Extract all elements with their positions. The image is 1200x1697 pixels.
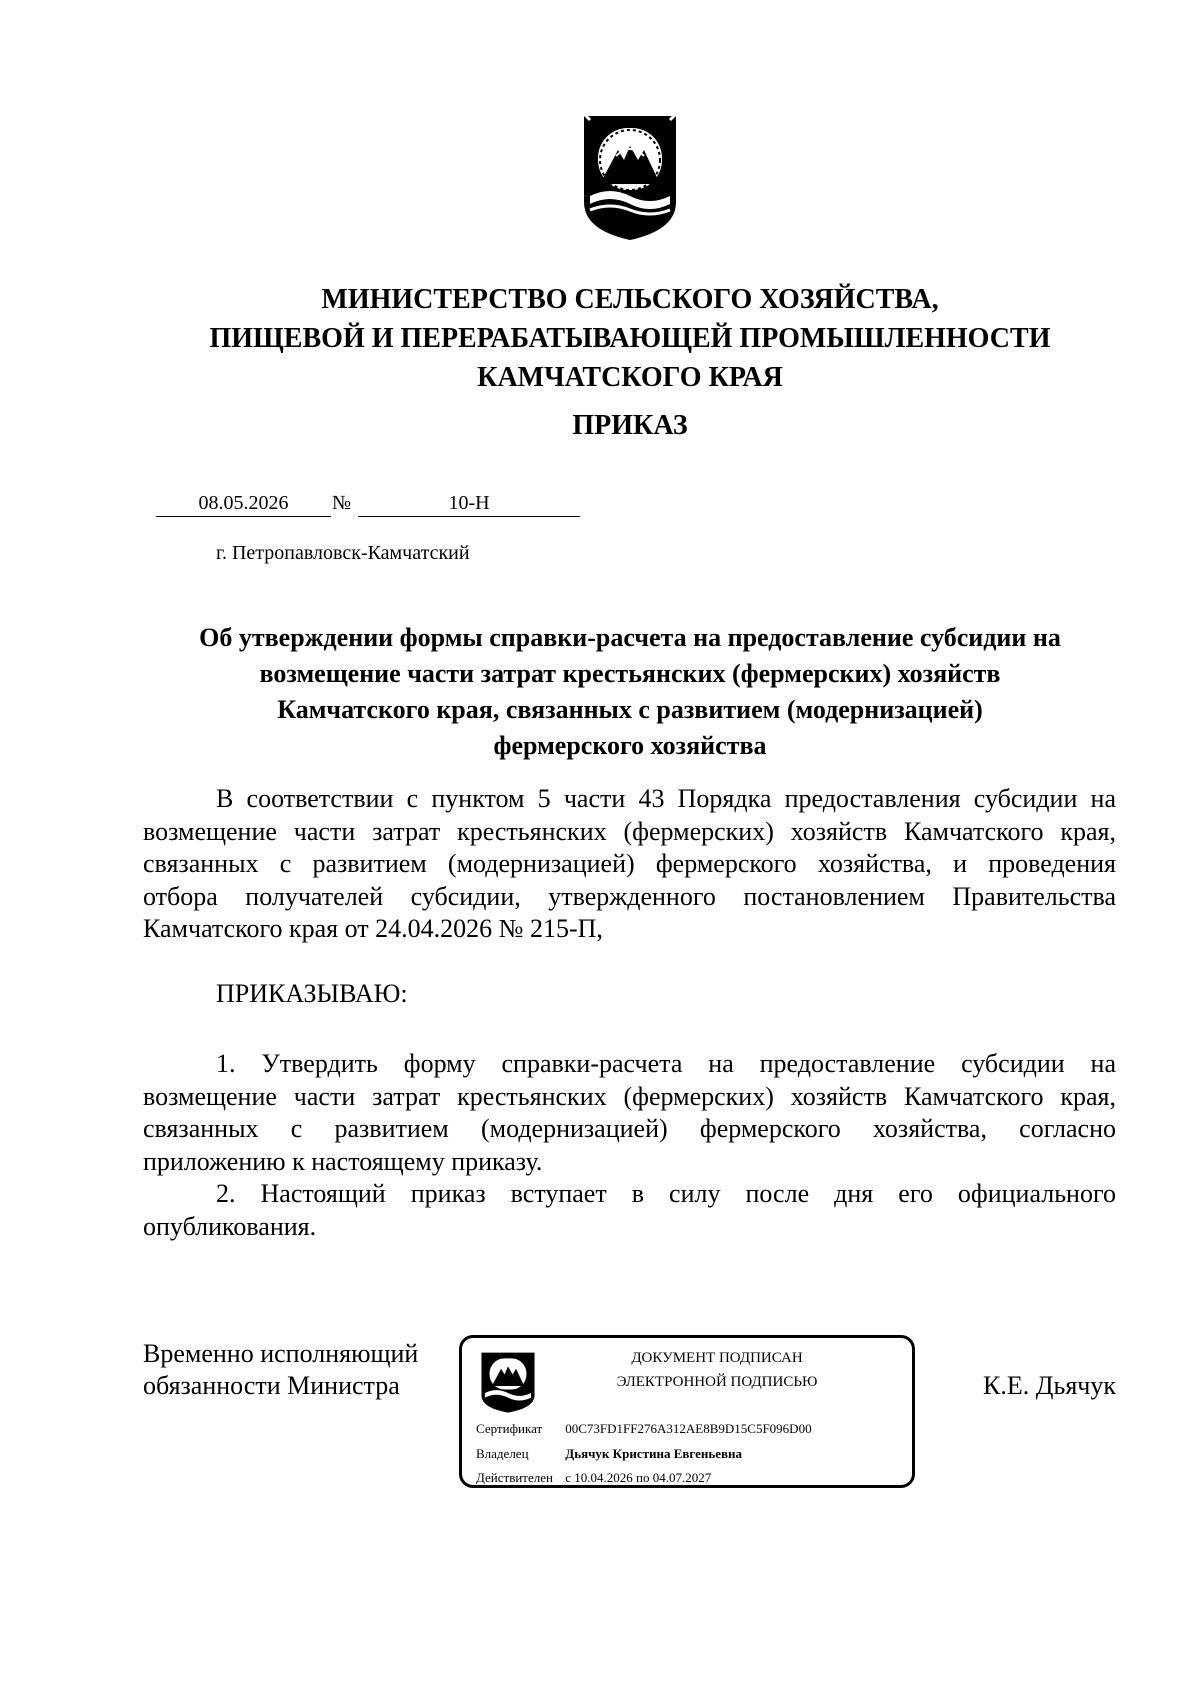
validity-label: Действителен [476,1470,553,1485]
preamble-paragraph [143,783,1116,946]
preamble-line: отбора получателей субсидии, утвержденного постановлением Правительства [143,881,1116,911]
owner-label: Владелец [476,1446,529,1461]
item-line: 1. Утвердить форму справки-расчета на предоставление субсидии на [216,1049,1116,1078]
certificate-row [476,1420,812,1438]
coat-of-arms-emblem [578,112,682,242]
electronic-signature-stamp [459,1335,915,1488]
signatory-name: К.Е. Дьячук [983,1371,1116,1400]
title-line: возмещение части затрат крестьянских (фермерских) хозяйств [259,659,1001,688]
item-line: приложению к настоящему приказу. [143,1146,543,1176]
number-sign: № [332,492,352,514]
item-line: связанных с развитием (модернизацией) фермерского хозяйства, согласно [143,1114,1116,1143]
ministry-line: КАМЧАТСКОГО КРАЯ [477,362,783,393]
city: г. Петропавловск-Камчатский [216,542,470,564]
preamble-line: Камчатского края от 24.04.2026 № 215-П, [143,914,603,943]
order-number: 10-Н [358,490,580,517]
certificate-label: Сертификат [476,1421,543,1436]
position-line: Временно исполняющий [143,1339,419,1368]
order-date: 08.05.2026 [156,490,331,517]
certificate-value: 00C73FD1FF276A312AE8B9D15C5F096D00 [565,1421,812,1436]
item-line: возмещение части затрат крестьянских (фермерских) хозяйств Камчатского края, [143,1081,1116,1111]
position-line: обязанности Министра [143,1371,400,1400]
signatory-position [143,1338,418,1402]
ministry-name [140,280,1120,397]
ministry-line: МИНИСТЕРСТВО СЕЛЬСКОГО ХОЗЯЙСТВА, [321,284,939,315]
stamp-title-line: ЭЛЕКТРОННОЙ ПОДПИСЬЮ [616,1374,818,1390]
validity-row [476,1469,711,1487]
date-number-line [0,490,1200,518]
stamp-title [562,1346,872,1394]
owner-row [476,1445,742,1463]
item-line: опубликования. [143,1211,317,1241]
order-items [143,1048,1116,1243]
validity-value: с 10.04.2026 по 04.07.2027 [565,1470,712,1485]
title-line: Камчатского края, связанных с развитием (модернизацией) [277,695,983,724]
stamp-emblem-icon [478,1350,538,1414]
ministry-line: ПИЩЕВОЙ И ПЕРЕРАБАТЫВАЮЩЕЙ ПРОМЫШЛЕННОСТИ [209,323,1051,354]
title-line: фермерского хозяйства [493,731,767,760]
document-type: ПРИКАЗ [572,410,688,441]
orders-heading: ПРИКАЗЫВАЮ: [216,979,408,1008]
item-line: 2. Настоящий приказ вступает в силу после дня его официального [216,1179,1116,1208]
stamp-title-line: ДОКУМЕНТ ПОДПИСАН [631,1350,803,1366]
document-title [140,620,1120,764]
preamble-line: связанных с развитием (модернизацией) фермерского хозяйства, и проведения [143,849,1116,878]
owner-value: Дьячук Кристина Евгеньевна [565,1446,743,1461]
title-line: Об утверждении формы справки-расчета на предоставление субсидии на [199,623,1061,652]
preamble-line: В соответствии с пунктом 5 части 43 Порядка предоставления субсидии на [216,784,1116,813]
preamble-line: возмещение части затрат крестьянских (фермерских) хозяйств Камчатского края, [143,816,1116,846]
